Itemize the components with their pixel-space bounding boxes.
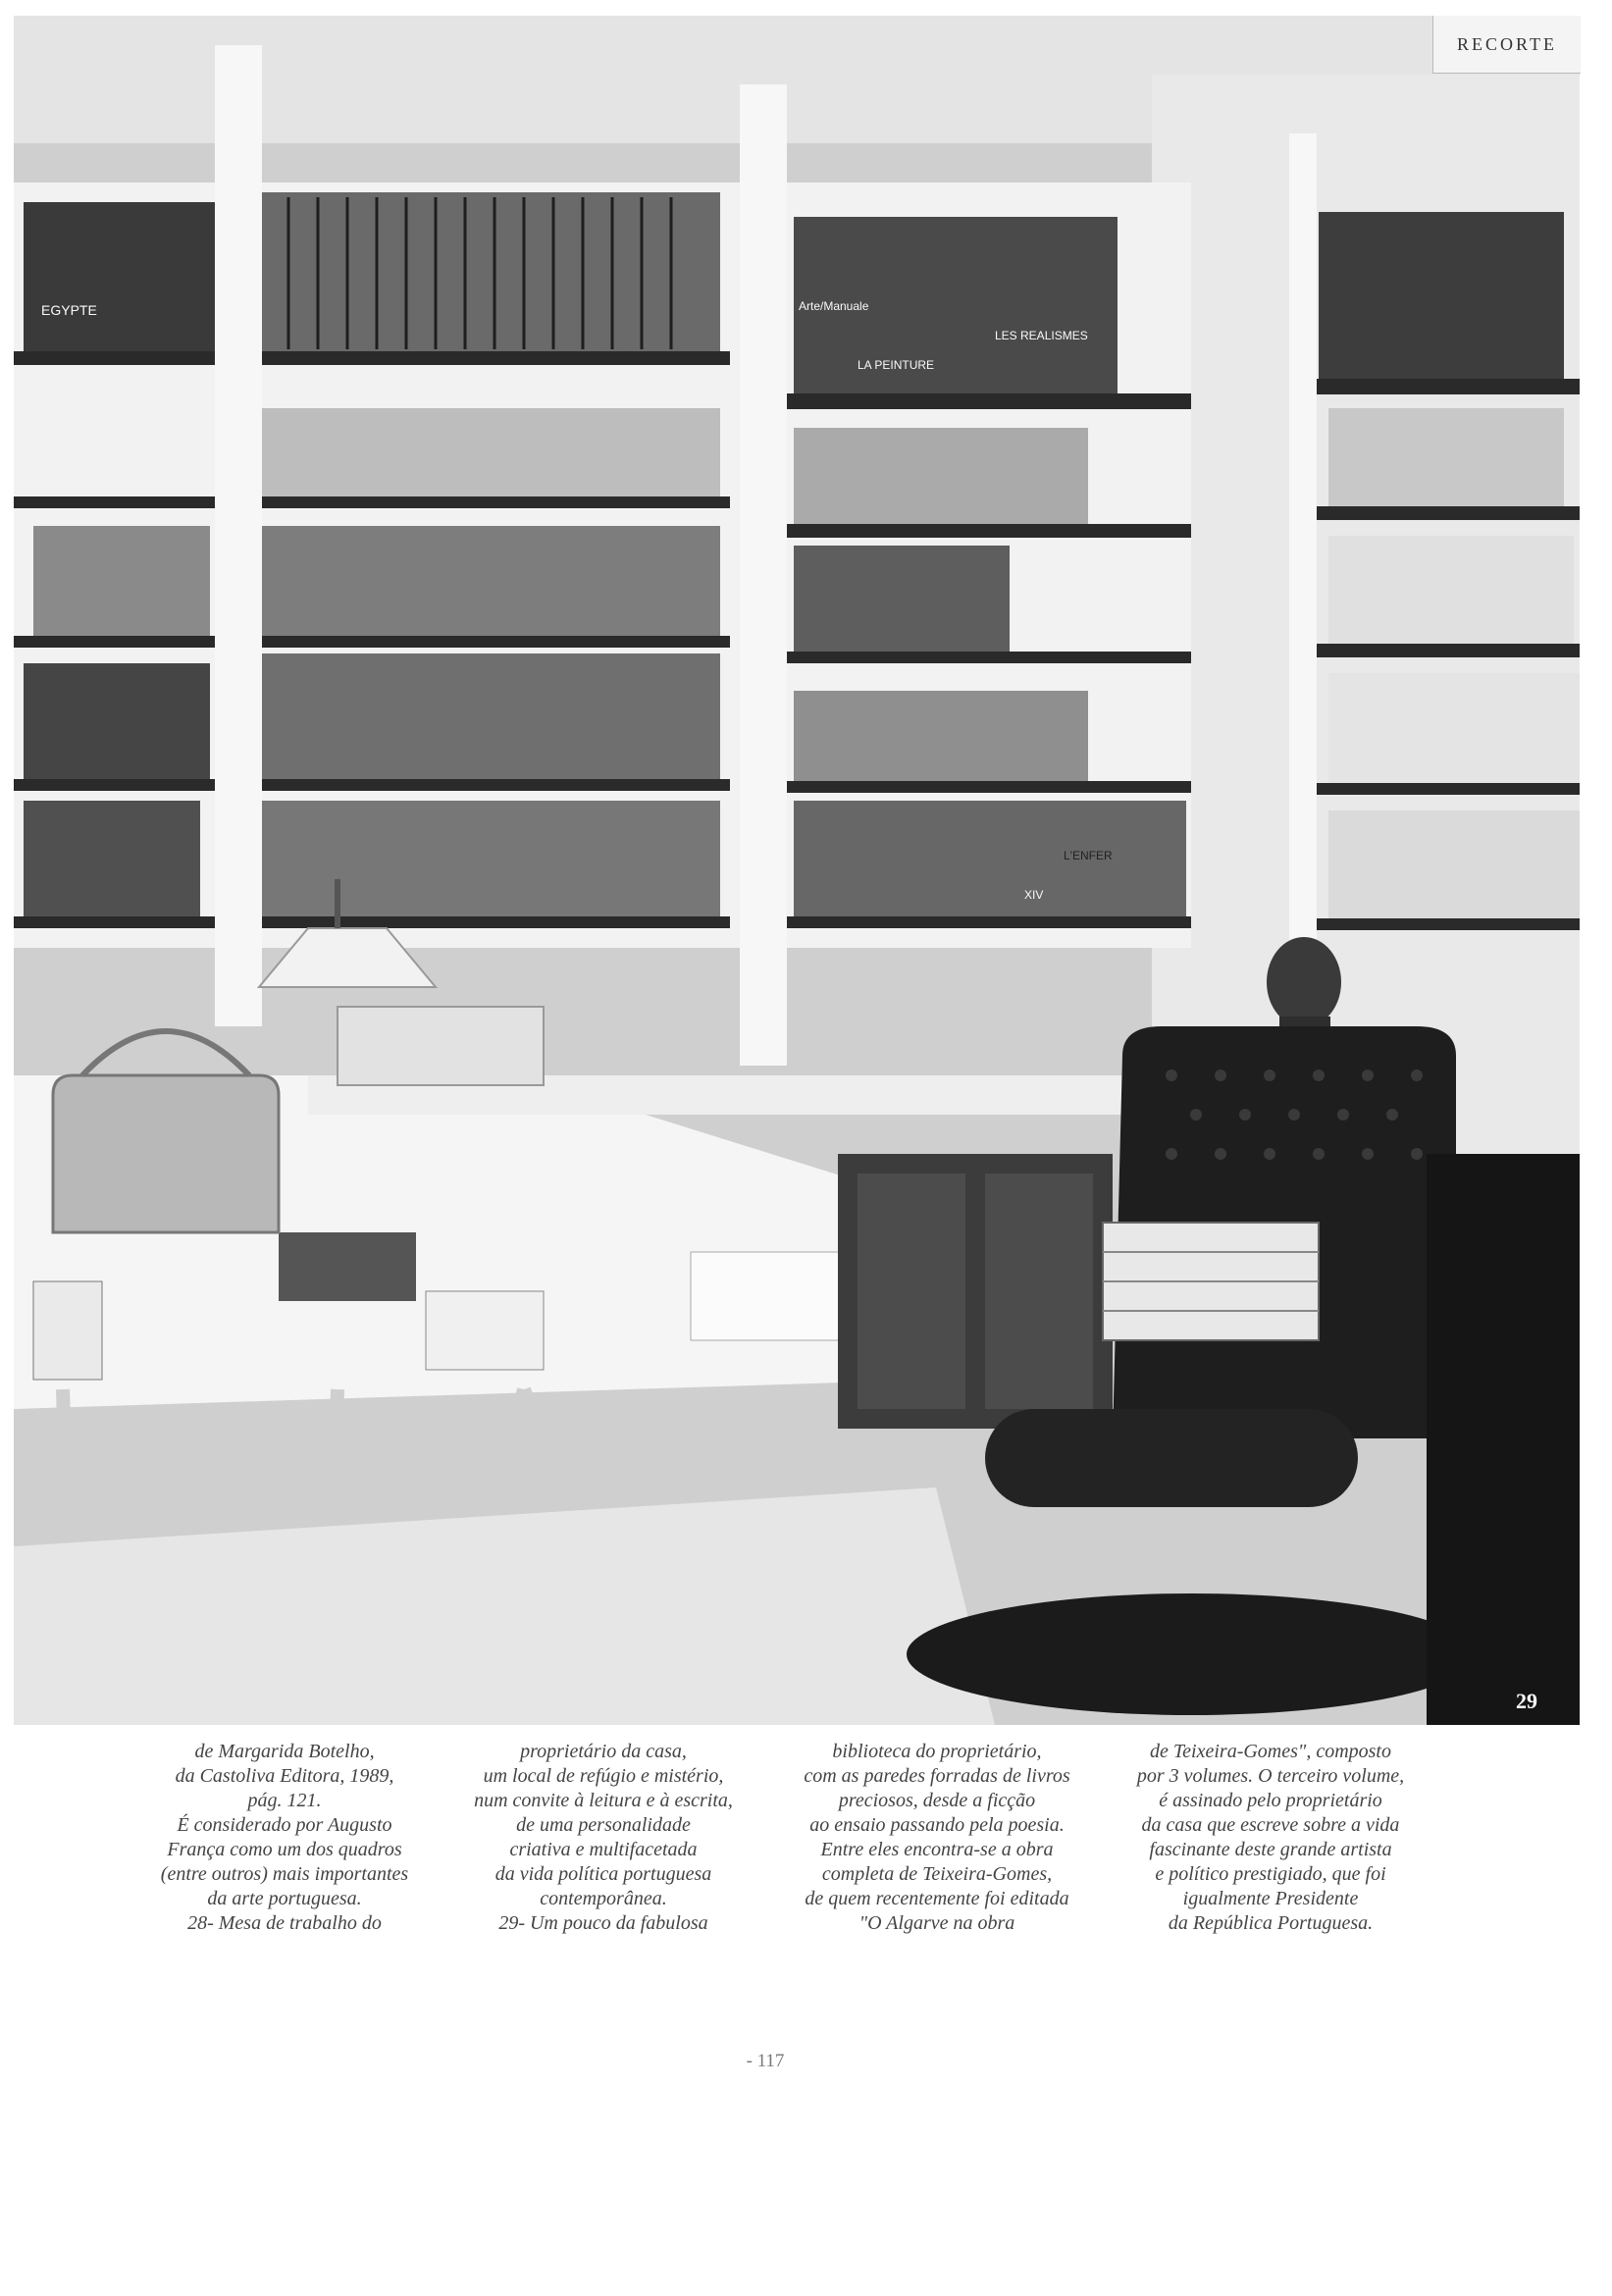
caption-line: de Margarida Botelho, (194, 1741, 375, 1762)
caption-column-1 (137, 1740, 432, 1936)
caption-line: "O Algarve na obra (858, 1912, 1015, 1934)
caption-line: e político prestigiado, que foi (1155, 1863, 1386, 1885)
caption-line: da República Portuguesa. (1168, 1912, 1374, 1934)
spine-label: Arte/Manuale (799, 299, 869, 313)
spine-label: L'ENFER (1064, 849, 1113, 862)
caption-line: Entre eles encontra-se a obra (820, 1839, 1054, 1860)
caption-line: É considerado por Augusto (177, 1814, 392, 1836)
spine-label: LES REALISMES (995, 329, 1088, 342)
caption-column-4 (1123, 1740, 1418, 1936)
caption-line: criativa e multifacetada (509, 1839, 698, 1860)
caption-line: contemporânea. (540, 1888, 667, 1909)
caption-line: completa de Teixeira-Gomes, (821, 1863, 1053, 1885)
caption-line: proprietário da casa, (520, 1741, 687, 1762)
caption-line: 28- Mesa de trabalho do (187, 1912, 382, 1934)
spine-label: EGYPTE (41, 302, 97, 318)
caption-line: de uma personalidade (516, 1814, 691, 1836)
spine-label: XIV (1024, 888, 1044, 902)
caption-line: preciosos, desde a ficção (838, 1790, 1036, 1811)
spine-label: LA PEINTURE (858, 358, 935, 372)
page-number: - 117 (746, 2051, 785, 2071)
caption-line: biblioteca do proprietário, (832, 1741, 1042, 1762)
caption-line: é assinado pelo proprietário (1159, 1790, 1382, 1811)
caption-line: fascinante deste grande artista (1149, 1839, 1392, 1860)
caption-line: da casa que escreve sobre a vida (1141, 1814, 1400, 1836)
caption-line: França como um dos quadros (167, 1839, 402, 1860)
caption-line: (entre outros) mais importantes (160, 1863, 409, 1885)
caption-line: por 3 volumes. O terceiro volume, (1136, 1765, 1405, 1787)
caption-line: com as paredes forradas de livros (804, 1765, 1070, 1787)
caption-line: ao ensaio passando pela poesia. (809, 1814, 1065, 1836)
caption-line: da vida política portuguesa (494, 1863, 712, 1885)
caption-line: da Castoliva Editora, 1989, (175, 1765, 394, 1787)
caption-line: 29- Um pouco da fabulosa (498, 1912, 708, 1934)
caption-column-2 (456, 1740, 751, 1936)
caption-column-3 (790, 1740, 1084, 1936)
caption-line: de Teixeira-Gomes", composto (1150, 1741, 1391, 1762)
caption-line: um local de refúgio e mistério, (483, 1765, 724, 1787)
caption-line: igualmente Presidente (1182, 1888, 1359, 1909)
caption-line: da arte portuguesa. (207, 1888, 362, 1909)
library-photograph (14, 16, 1580, 1725)
caption-line: num convite à leitura e à escrita, (474, 1790, 733, 1811)
photo-number: 29 (1516, 1689, 1537, 1713)
caption-line: pág. 121. (247, 1790, 322, 1811)
recorte-stamp: RECORTE (1432, 16, 1581, 74)
caption-line: de quem recentemente foi editada (805, 1888, 1069, 1909)
